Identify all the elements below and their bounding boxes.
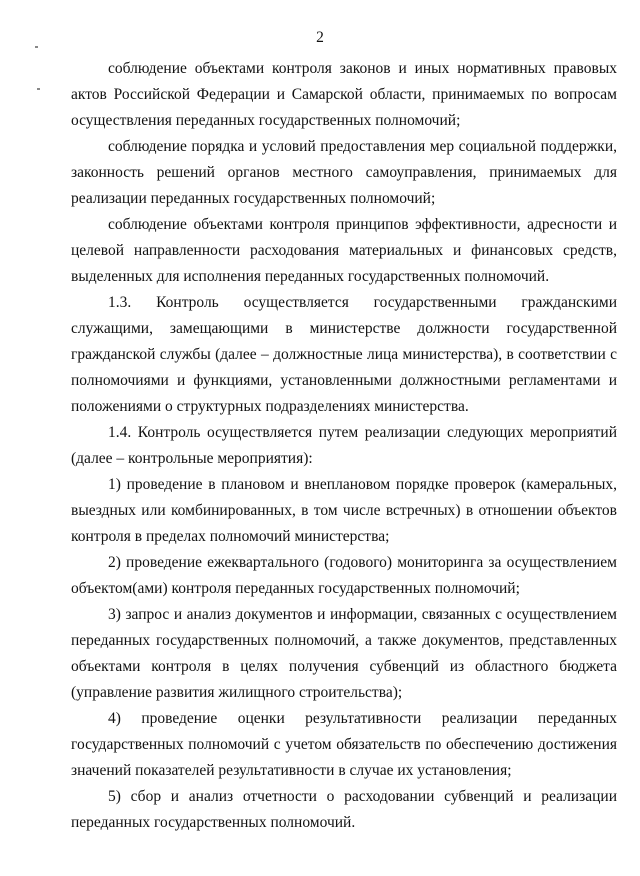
list-item-2: 2) проведение ежеквартального (годового) мониторинга за осуществлением объектом(ами) контроля переданных государственных полномочий; — [71, 554, 617, 597]
paragraph-efficiency-principles: соблюдение объектами контроля принципов эффективности, адресности и целевой направленности расходования материальных и финансовых средств, выделенных для исполнения переданных государственных полномочий. — [71, 216, 617, 285]
page-number: 2 — [316, 29, 324, 46]
paragraph-social-support: соблюдение порядка и условий предоставления мер социальной поддержки, законность решений органов местного самоуправления, принимаемых для реализации переданных государственных полномочий; — [71, 138, 617, 207]
list-item-5: 5) сбор и анализ отчетности о расходовании субвенций и реализации переданных государственных полномочий. — [71, 788, 617, 831]
list-item-4: 4) проведение оценки результативности реализации переданных государственных полномочий с учетом обязательств по обеспечению достижения значений показателей результативности в случае их установления; — [71, 710, 617, 779]
paragraph-1-4: 1.4. Контроль осуществляется путем реализации следующих мероприятий (далее – контрольные мероприятия): — [71, 424, 617, 467]
list-item-1: 1) проведение в плановом и внеплановом порядке проверок (камеральных, выездных или комбинированных, в том числе встречных) в отношении объектов контроля в пределах полномочий министерства; — [71, 476, 617, 545]
paragraph-1-3: 1.3. Контроль осуществляется государственными гражданскими служащими, замещающими в министерстве должности государственной гражданской службы (далее – должностные лица министерства), в соответствии с полномочиями и функциями, установленными должностными регламентами и положениями о структурных подразделениях министерства. — [71, 294, 617, 415]
list-item-3: 3) запрос и анализ документов и информации, связанных с осуществлением переданных государственных полномочий, а также документов, представленных объектами контроля в целях получения субвенций из областного бюджета (управление развития жилищного строительства); — [71, 606, 617, 701]
paragraph-compliance-laws: соблюдение объектами контроля законов и иных нормативных правовых актов Российской Федерации и Самарской области, принимаемых по вопросам осуществления переданных государственных полномочий; — [71, 60, 617, 129]
scan-artifact — [37, 88, 40, 90]
